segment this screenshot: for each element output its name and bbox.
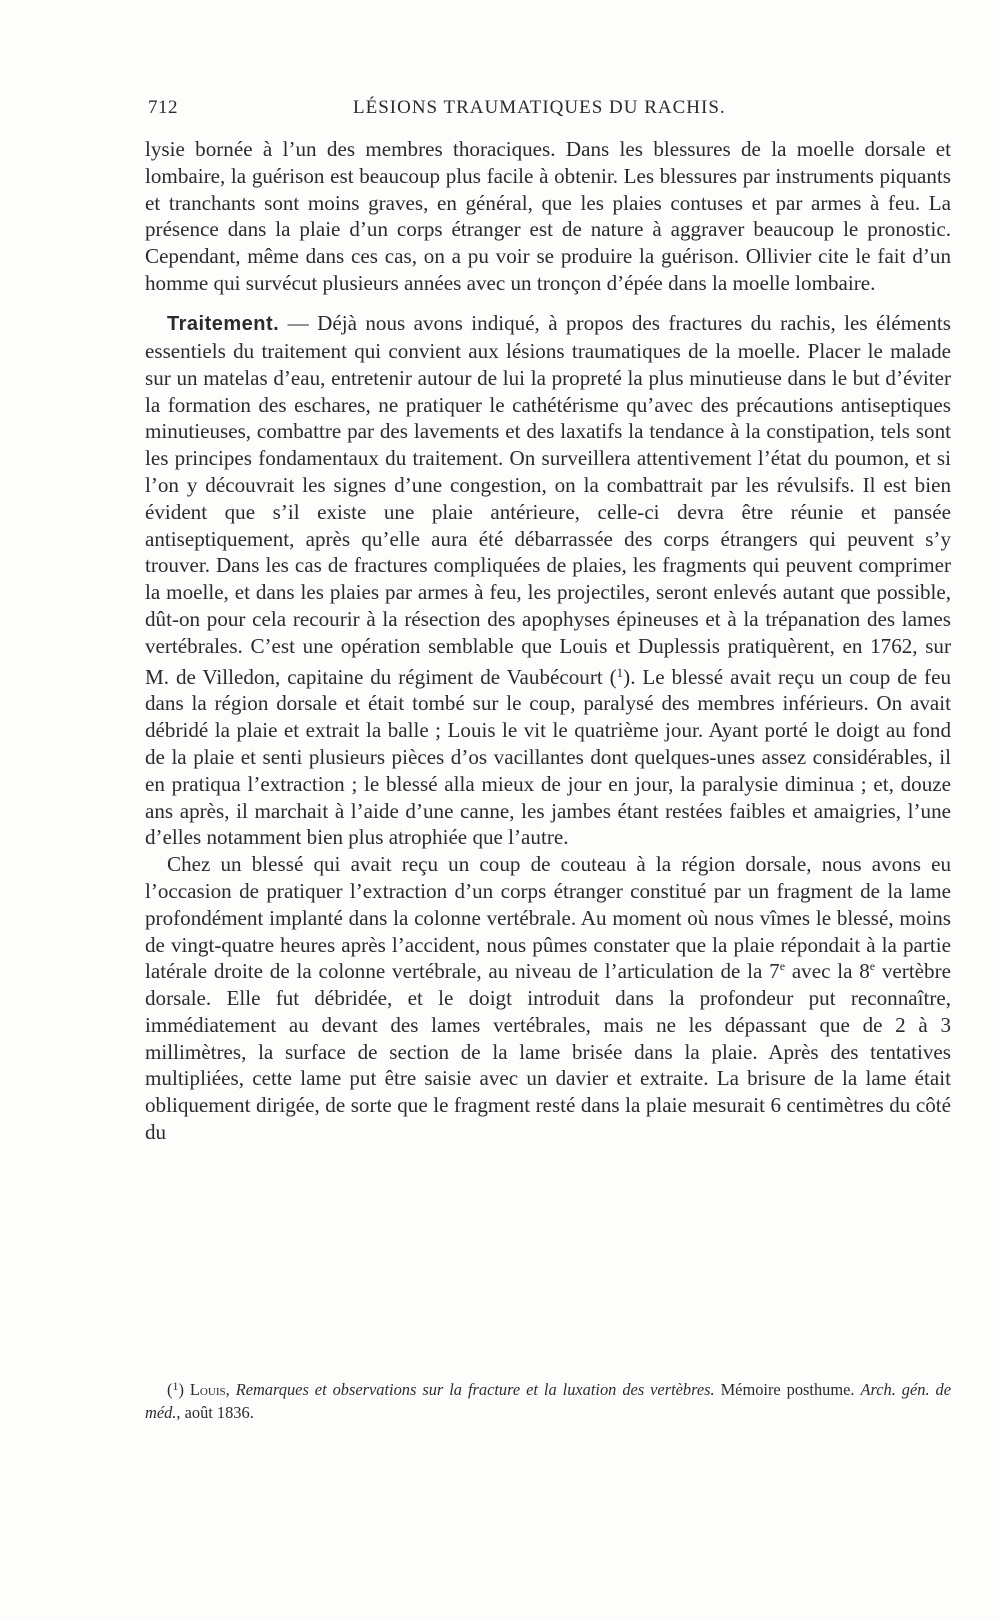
intro-paragraph: lysie bornée à l’un des membres thoraciques. Dans les blessures de la moelle dorsale et lombaire, la guérison est beaucoup plus facile à obtenir. Les blessures par instruments piquants et tranchants sont moins graves, en général, que les plaies contuses et par armes à feu. La présence dans la plaie d’un corps étranger est de nature à aggraver beaucoup le pronostic. Cependant, même dans ces cas, on a pu voir se produire la guérison. Ollivier cite le fait d’un homme qui survécut plusieurs années avec un tronçon d’épée dans la moelle lombaire. [145, 137, 951, 295]
page-number: 712 [148, 97, 178, 118]
footnote-reference[interactable]: 1 [616, 664, 624, 680]
footnote-1: ($^1$) Louis, Remarques et observations sur la fracture et la luxation des vertèbres. Mémoire posthume. Arch. gén. de méd., août 1836. [145, 1379, 951, 1422]
footnote-title: Remarques et observations sur la fracture et la luxation des vertèbres. [235, 1380, 715, 1399]
case-text-part3: vertèbre dorsale. Elle fut débridée, et le doigt introduit dans la profondeur put reconnaître, immédiatement au devant des lames vertébrales, mais ne les dépassant que de 2 à 3 millimètres, la surface de section de la lame brisée dans la plaie. Après des tentatives multipliées, cette lame put être saisie avec un davier et extraite. La brisure de la lame était obliquement dirigée, de sorte que le fragment resté dans la plaie mesurait 6 centimètres du côté du [145, 959, 951, 1145]
ordinal-superscript: e [869, 959, 876, 974]
footnote-description: Mémoire posthume. [714, 1380, 861, 1399]
main-text [145, 136, 951, 1146]
section-dash: — [279, 311, 318, 336]
running-title: LÉSIONS TRAUMATIQUES DU RACHIS. [353, 97, 726, 118]
treatment-paragraph [145, 310, 951, 851]
footnote-author: Louis [189, 1380, 226, 1399]
case-paragraph [145, 851, 951, 1146]
footnote-journal: Arch. gén. de méd. [145, 1380, 951, 1422]
case-text-part2: avec la 8 [785, 959, 870, 984]
running-header [148, 97, 948, 123]
footnote-marker-open: ( [167, 1380, 173, 1399]
treatment-text-after-ref: ). Le blessé avait reçu un coup de feu dans la région dorsale et était tombé sur le coup, paralysé des membres inférieurs. On avait débridé la plaie et extrait la balle ; Louis le vit le quatrième jour. Ayant porté le doigt au fond de la plaie et senti plusieurs pièces d’os vacillantes dont quelques-unes assez considérables, il en pratiqua l’extraction ; le blessé alla mieux de jour en jour, la paralysie diminua ; et, douze ans après, il marchait à l’aide d’une canne, les jambes étant restées faibles et amaigries, l’une d’elles notamment bien plus atrophiée que l’autre. [145, 664, 951, 850]
footnote-date: , août 1836. [176, 1403, 254, 1422]
case-text-part1: Chez un blessé qui avait reçu un coup de couteau à la région dorsale, nous avons eu l’occasion de pratiquer l’extraction d’un corps étranger constitué par un fragment de la lame profondément implanté dans la colonne vertébrale. Au moment où nous vîmes le blessé, moins de vingt-quatre heures après l’accident, nous pûmes constater que la plaie répondait à la partie latérale droite de la colonne vertébrale, au niveau de l’articulation de la 7 [145, 852, 951, 984]
footnotes [145, 1375, 951, 1424]
treatment-text-before-ref: Déjà nous avons indiqué, à propos des fractures du rachis, les éléments essentiels du traitement qui convient aux lésions traumatiques de la moelle. Placer le malade sur un matelas d’eau, entretenir autour de lui la propreté la plus minutieuse dans le but d’éviter la formation des eschares, ne pratiquer le cathétérisme qu’avec des précautions antiseptiques minutieuses, combattre par des lavements et des laxatifs la tendance à la constipation, tels sont les principes fondamentaux du traitement. On surveillera attentivement l’état du poumon, et si l’on y découvrait les signes d’une congestion, on la combattrait par les révulsifs. Il est bien évident que s’il existe une plaie antérieure, celle-ci devra être réunie et pansée antiseptiquement, après qu’elle aura été débarrassée des corps étrangers qui peuvent s’y trouver. Dans les cas de fractures compliquées de plaies, les fragments qui peuvent comprimer la moelle, et dans les plaies par armes à feu, les projectiles, seront enlevés autant que possible, dût-on pour cela recourir à la résection des apophyses épineuses et à la trépanation des lames vertébrales. C’est une opération semblable que Louis et Duplessis pratiquèrent, en 1762, sur M. de Villedon, capitaine du régiment de Vaubécourt ( [145, 311, 951, 689]
footnote-marker-number: 1 [172, 1379, 179, 1393]
footnote-marker-close: ) [178, 1380, 184, 1399]
section-heading: Traitement. [167, 313, 280, 336]
ordinal-superscript: e [779, 959, 786, 974]
